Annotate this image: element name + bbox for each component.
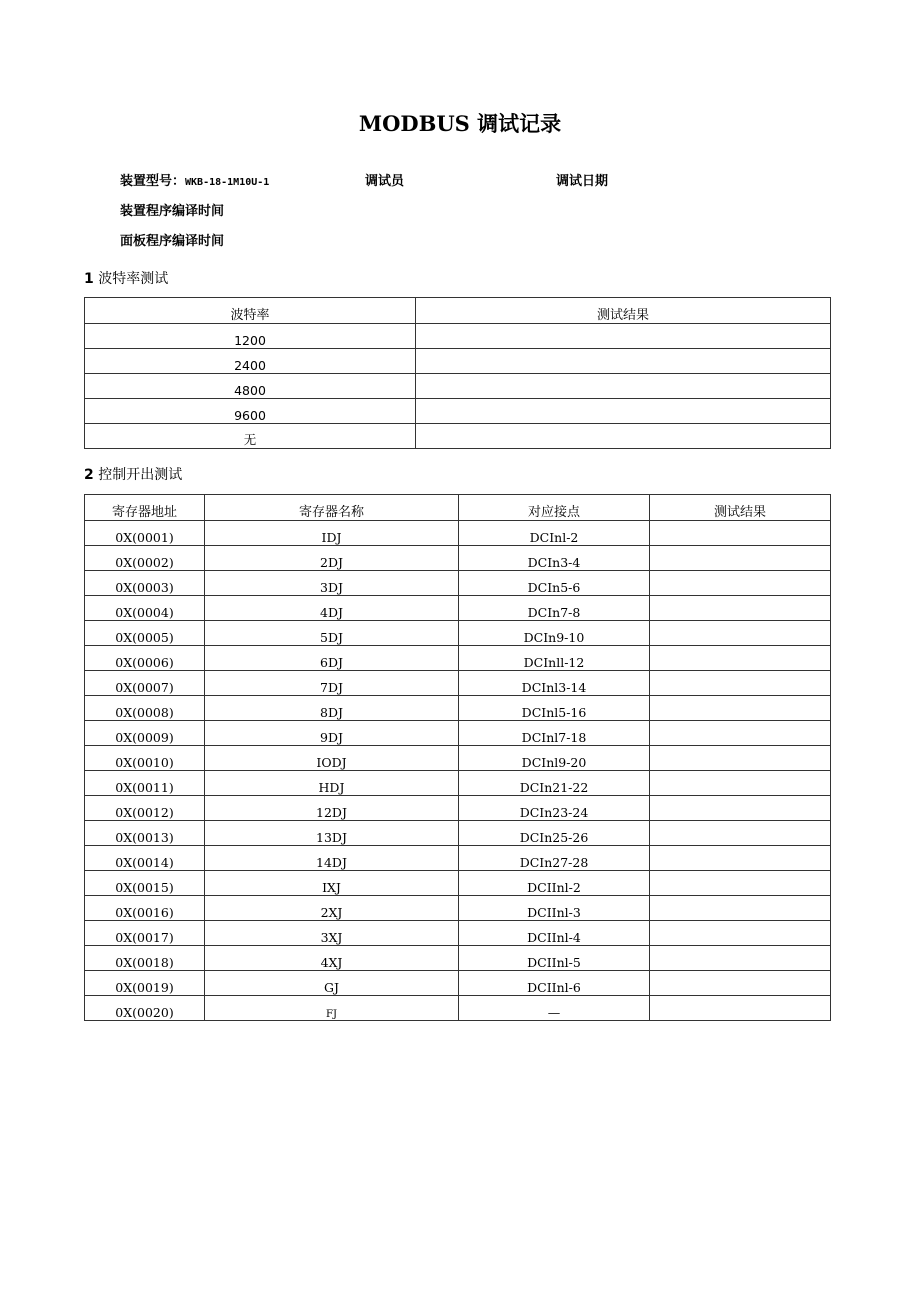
register-name-cell: IXJ bbox=[205, 871, 459, 896]
test-result-cell bbox=[650, 971, 831, 996]
table-row bbox=[85, 374, 831, 399]
test-result-cell bbox=[650, 621, 831, 646]
register-name-cell: GJ bbox=[205, 971, 459, 996]
test-result-cell bbox=[416, 424, 831, 449]
register-address-cell: 0X(0009) bbox=[85, 721, 205, 746]
table-row bbox=[85, 696, 831, 721]
test-result-cell bbox=[650, 721, 831, 746]
test-result-cell bbox=[650, 546, 831, 571]
table-row bbox=[85, 646, 831, 671]
test-result-cell bbox=[416, 324, 831, 349]
table-row bbox=[85, 771, 831, 796]
contact-cell: DCIInl-3 bbox=[459, 896, 650, 921]
register-address-cell: 0X(0015) bbox=[85, 871, 205, 896]
table-row bbox=[85, 546, 831, 571]
test-result-cell bbox=[650, 521, 831, 546]
panel-compile-label: 面板程序编译时间 bbox=[120, 234, 225, 249]
contact-cell: DCIInl-5 bbox=[459, 946, 650, 971]
test-result-cell bbox=[416, 399, 831, 424]
contact-cell: DCInl9-20 bbox=[459, 746, 650, 771]
contact-cell: — bbox=[459, 996, 650, 1021]
register-address-cell: 0X(0003) bbox=[85, 571, 205, 596]
register-name-cell: HDJ bbox=[205, 771, 459, 796]
baud-rate-cell: 9600 bbox=[85, 399, 416, 424]
baud-rate-body bbox=[85, 324, 831, 449]
register-name-cell: 3DJ bbox=[205, 571, 459, 596]
test-result-cell bbox=[416, 374, 831, 399]
baud-rate-table bbox=[84, 297, 831, 449]
test-result-cell bbox=[650, 896, 831, 921]
table-row bbox=[85, 596, 831, 621]
header-register-name: 寄存器名称 bbox=[205, 495, 459, 521]
contact-cell: DCInl-2 bbox=[459, 521, 650, 546]
contact-cell: DCInl5-16 bbox=[459, 696, 650, 721]
register-address-cell: 0X(0007) bbox=[85, 671, 205, 696]
register-address-cell: 0X(0004) bbox=[85, 596, 205, 621]
register-address-cell: 0X(0014) bbox=[85, 846, 205, 871]
register-address-cell: 0X(0019) bbox=[85, 971, 205, 996]
section1-number: 1 bbox=[84, 271, 94, 287]
table-row bbox=[85, 324, 831, 349]
section2-title: 控制开出测试 bbox=[98, 467, 183, 483]
register-address-cell: 0X(0006) bbox=[85, 646, 205, 671]
table-row bbox=[85, 621, 831, 646]
page-title: MODBUS 调试记录 bbox=[358, 111, 562, 136]
register-address-cell: 0X(0018) bbox=[85, 946, 205, 971]
contact-cell: DCIn5-6 bbox=[459, 571, 650, 596]
header-contact: 对应接点 bbox=[459, 495, 650, 521]
contact-cell: DCIn25-26 bbox=[459, 821, 650, 846]
contact-cell: DCIInl-2 bbox=[459, 871, 650, 896]
table-row bbox=[85, 921, 831, 946]
test-result-cell bbox=[650, 846, 831, 871]
register-address-cell: 0X(0002) bbox=[85, 546, 205, 571]
register-address-cell: 0X(0012) bbox=[85, 796, 205, 821]
register-name-cell: IDJ bbox=[205, 521, 459, 546]
contact-cell: DCIn21-22 bbox=[459, 771, 650, 796]
section1-heading bbox=[84, 268, 168, 288]
table-row bbox=[85, 871, 831, 896]
register-name-cell: 6DJ bbox=[205, 646, 459, 671]
baud-rate-cell: 1200 bbox=[85, 324, 416, 349]
register-address-cell: 0X(0013) bbox=[85, 821, 205, 846]
test-result-cell bbox=[650, 596, 831, 621]
debugger-label: 调试员 bbox=[365, 174, 405, 189]
contact-cell: DCInl3-14 bbox=[459, 671, 650, 696]
test-result-cell bbox=[650, 821, 831, 846]
baud-rate-cell: 2400 bbox=[85, 349, 416, 374]
section1-title: 波特率测试 bbox=[98, 271, 169, 287]
register-name-cell: IODJ bbox=[205, 746, 459, 771]
register-name-cell: 2XJ bbox=[205, 896, 459, 921]
contact-cell: DCIn7-8 bbox=[459, 596, 650, 621]
table-row bbox=[85, 521, 831, 546]
contact-cell: DCInll-12 bbox=[459, 646, 650, 671]
section2-number: 2 bbox=[84, 467, 94, 483]
register-name-cell: 7DJ bbox=[205, 671, 459, 696]
table-row bbox=[85, 996, 831, 1021]
header-test-result: 测试结果 bbox=[416, 298, 831, 324]
device-model-value: WKB-18-1M10U-1 bbox=[185, 177, 270, 188]
test-result-cell bbox=[650, 696, 831, 721]
register-address-cell: 0X(0016) bbox=[85, 896, 205, 921]
control-output-table bbox=[84, 494, 831, 1021]
table-row bbox=[85, 971, 831, 996]
test-result-cell bbox=[650, 646, 831, 671]
register-address-cell: 0X(0001) bbox=[85, 521, 205, 546]
register-address-cell: 0X(0005) bbox=[85, 621, 205, 646]
baud-rate-cell: 4800 bbox=[85, 374, 416, 399]
table-row bbox=[85, 671, 831, 696]
contact-cell: DCIn3-4 bbox=[459, 546, 650, 571]
debug-date-label: 调试日期 bbox=[556, 174, 609, 189]
contact-cell: DCIn27-28 bbox=[459, 846, 650, 871]
control-output-body bbox=[85, 521, 831, 1021]
register-address-cell: 0X(0010) bbox=[85, 746, 205, 771]
table-row bbox=[85, 746, 831, 771]
table-row bbox=[85, 349, 831, 374]
test-result-cell bbox=[416, 349, 831, 374]
register-name-cell: 14DJ bbox=[205, 846, 459, 871]
device-model-label: 装置型号： bbox=[120, 174, 186, 189]
register-address-cell: 0X(0017) bbox=[85, 921, 205, 946]
table-row bbox=[85, 821, 831, 846]
table-header-row bbox=[85, 495, 831, 521]
register-address-cell: 0X(0011) bbox=[85, 771, 205, 796]
header-register-address: 寄存器地址 bbox=[85, 495, 205, 521]
register-name-cell: 12DJ bbox=[205, 796, 459, 821]
header-baud-rate: 波特率 bbox=[85, 298, 416, 324]
register-address-cell: 0X(0008) bbox=[85, 696, 205, 721]
register-name-cell: 5DJ bbox=[205, 621, 459, 646]
device-compile-label: 装置程序编译时间 bbox=[120, 204, 225, 219]
register-address-cell: 0X(0020) bbox=[85, 996, 205, 1021]
table-row bbox=[85, 896, 831, 921]
section2-heading bbox=[84, 464, 182, 484]
test-result-cell bbox=[650, 946, 831, 971]
register-name-cell: 8DJ bbox=[205, 696, 459, 721]
contact-cell: DCIInl-6 bbox=[459, 971, 650, 996]
header-test-result: 测试结果 bbox=[650, 495, 831, 521]
device-model bbox=[120, 170, 269, 189]
test-result-cell bbox=[650, 671, 831, 696]
table-row bbox=[85, 946, 831, 971]
contact-cell: DCIn23-24 bbox=[459, 796, 650, 821]
register-name-cell: 9DJ bbox=[205, 721, 459, 746]
test-result-cell bbox=[650, 771, 831, 796]
test-result-cell bbox=[650, 571, 831, 596]
register-name-cell: 4DJ bbox=[205, 596, 459, 621]
test-result-cell bbox=[650, 921, 831, 946]
register-name-cell: 4XJ bbox=[205, 946, 459, 971]
register-name-cell: 3XJ bbox=[205, 921, 459, 946]
test-result-cell bbox=[650, 796, 831, 821]
register-name-cell: 2DJ bbox=[205, 546, 459, 571]
table-row bbox=[85, 846, 831, 871]
register-name-cell: 13DJ bbox=[205, 821, 459, 846]
register-name-cell: FJ bbox=[205, 996, 459, 1021]
test-result-cell bbox=[650, 871, 831, 896]
baud-rate-cell: 无 bbox=[85, 424, 416, 449]
table-row bbox=[85, 721, 831, 746]
table-row bbox=[85, 796, 831, 821]
table-row bbox=[85, 399, 831, 424]
contact-cell: DCInl7-18 bbox=[459, 721, 650, 746]
table-row bbox=[85, 424, 831, 449]
table-row bbox=[85, 571, 831, 596]
table-header-row bbox=[85, 298, 831, 324]
contact-cell: DCIInl-4 bbox=[459, 921, 650, 946]
test-result-cell bbox=[650, 746, 831, 771]
test-result-cell bbox=[650, 996, 831, 1021]
contact-cell: DCIn9-10 bbox=[459, 621, 650, 646]
